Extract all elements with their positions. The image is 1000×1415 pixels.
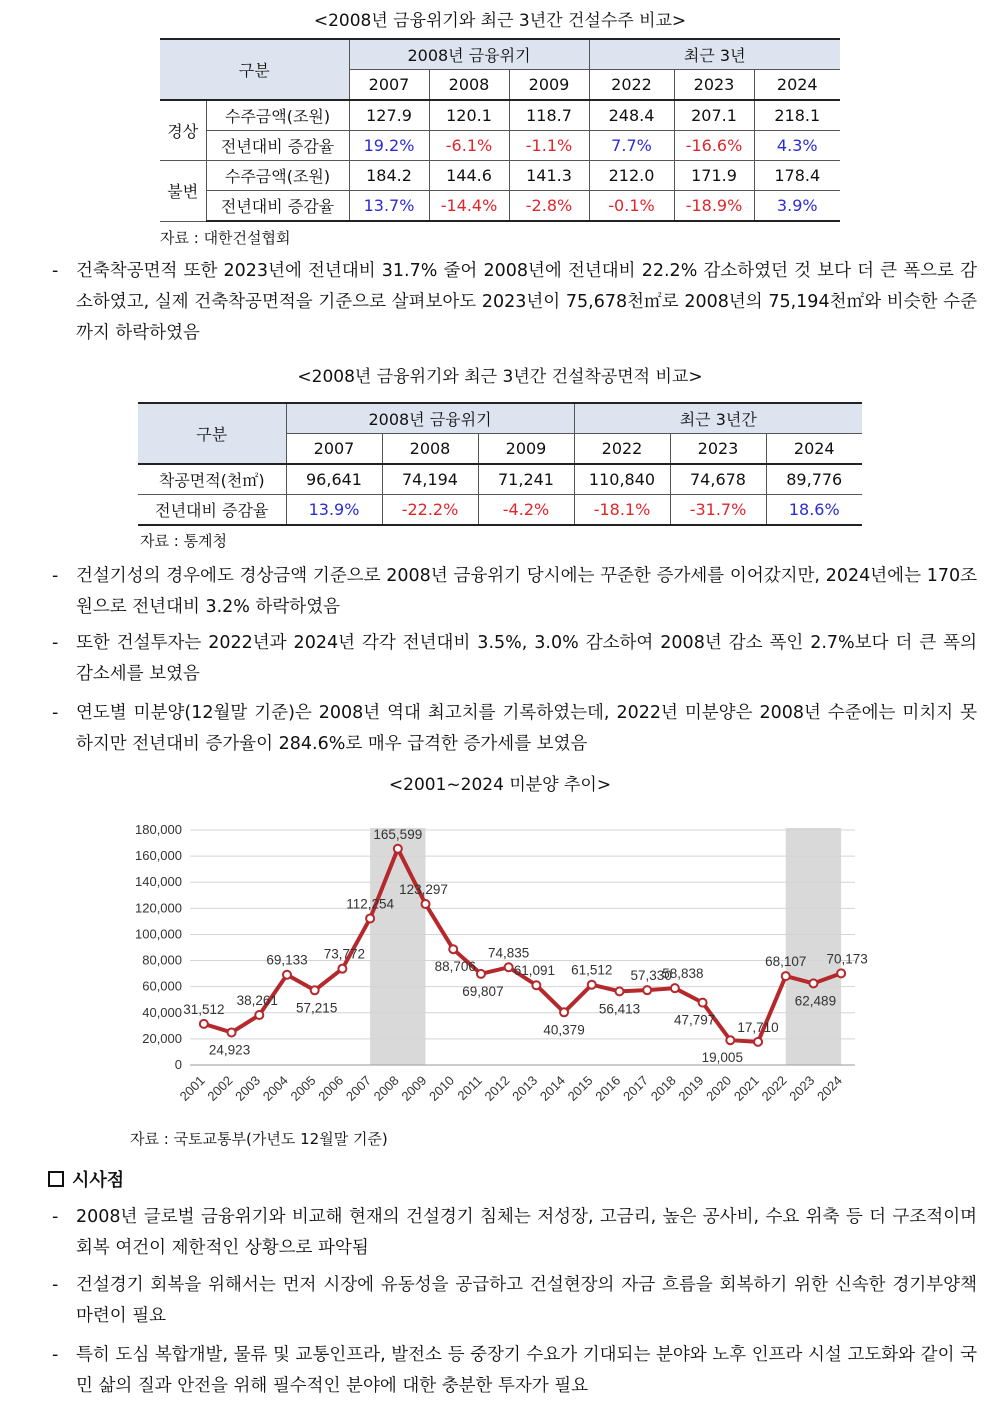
paragraph-text: 특히 도심 복합개발, 물류 및 교통인프라, 발전소 등 중장기 수요가 기대되는 분야와 노후 인프라 시설 고도화와 같이 국민 삶의 질과 안전을 위해 필수적인 분야에 대한 충분한 투자가 필요 — [76, 1345, 977, 1396]
table-cell: -4.2% — [478, 495, 574, 526]
y-tick-label: 180,000 — [135, 822, 182, 837]
data-label: 56,413 — [598, 1001, 641, 1017]
year-header: 2024 — [766, 434, 862, 465]
paragraph-construction-start-area — [52, 256, 977, 349]
x-tick-label: 2015 — [564, 1072, 596, 1104]
row-label: 착공면적(천㎡) — [138, 464, 286, 495]
data-label: 70,173 — [826, 951, 868, 967]
year-header: 2008 — [429, 70, 509, 101]
table-cell: 144.6 — [429, 161, 509, 191]
data-label: 88,706 — [434, 959, 476, 975]
paragraph-text: 건설경기 회복을 위해서는 먼저 시장에 유동성을 공급하고 건설현장의 자금 흐름을 회복하기 위한 신속한 경기부양책 마련이 필요 — [76, 1275, 977, 1326]
data-label: 68,107 — [765, 954, 807, 970]
data-point — [255, 1011, 263, 1019]
y-tick-label: 0 — [174, 1057, 182, 1072]
paragraph-text: 연도별 미분양(12월말 기준)은 2008년 역대 최고치를 기록하였는데, 2022년 미분양은 2008년 수준에는 미치지 못하지만 전년대비 증가율이 284.6%로 매우 급격한 증가세를 보였음 — [76, 703, 977, 754]
paragraph-implication-2 — [52, 1270, 977, 1332]
paragraph-construction-completed — [52, 561, 977, 623]
y-tick-label: 100,000 — [135, 926, 182, 942]
bullet-dash: - — [52, 1345, 59, 1365]
table-cell: 127.9 — [349, 100, 429, 131]
paragraph-unsold-housing — [52, 698, 977, 760]
x-tick-label: 2007 — [342, 1072, 374, 1104]
table-cell: 74,678 — [670, 464, 766, 495]
data-label: 69,807 — [462, 983, 504, 999]
data-point — [615, 987, 623, 995]
shaded-period — [786, 828, 841, 1065]
data-point — [228, 1028, 236, 1036]
table-cell: -14.4% — [429, 191, 509, 222]
data-label: 62,489 — [794, 993, 837, 1009]
table-cell: -18.9% — [674, 191, 754, 222]
table-cell: -2.8% — [509, 191, 589, 222]
y-tick-label: 140,000 — [135, 874, 182, 890]
y-tick-label: 60,000 — [142, 978, 182, 994]
data-point — [837, 969, 845, 977]
table-cell: 96,641 — [286, 464, 382, 495]
table-cell: 3.9% — [754, 191, 840, 222]
data-label: 38,261 — [236, 993, 278, 1009]
year-header: 2007 — [286, 434, 382, 465]
x-tick-label: 2013 — [509, 1072, 541, 1104]
table-cell: 120.1 — [429, 100, 509, 131]
data-point — [532, 981, 540, 989]
data-label: 112,254 — [346, 896, 395, 912]
year-header: 2009 — [509, 70, 589, 101]
row-group-nominal: 경상 — [160, 100, 206, 161]
data-label: 57,215 — [296, 1000, 338, 1016]
data-point — [699, 999, 707, 1007]
paragraph-construction-investment — [52, 628, 977, 690]
header-group-2008-crisis: 2008년 금융위기 — [286, 403, 574, 434]
data-label: 57,330 — [630, 968, 672, 984]
x-tick-label: 2023 — [786, 1072, 818, 1104]
table-cell: -22.2% — [382, 495, 478, 526]
x-tick-label: 2003 — [232, 1072, 264, 1104]
paragraph-text: 2008년 글로벌 금융위기와 비교해 현재의 건설경기 침체는 저성장, 고금리, 높은 공사비, 수요 위축 등 더 구조적이며 회복 여건이 제한적인 상황으로 파악됨 — [76, 1207, 977, 1258]
table-cell: 19.2% — [349, 131, 429, 161]
data-point — [505, 963, 513, 971]
bullet-dash: - — [52, 566, 59, 586]
table2-caption: <2008년 금융위기와 최근 3년간 건설착공면적 비교> — [297, 367, 703, 387]
data-label: 47,797 — [673, 1012, 716, 1028]
table-cell: 18.6% — [766, 495, 862, 526]
table-cell: 171.9 — [674, 161, 754, 191]
row-label: 전년대비 증감율 — [206, 191, 349, 222]
paragraph-text: 건축착공면적 또한 2023년에 전년대비 31.7% 줄어 2008년에 전년대비 22.2% 감소하였던 것 보다 더 큰 폭으로 감소하였고, 실제 건축착공면적을 기준으로 살펴보아도 2023년이 75,678천㎡로 2008년의 75,194천㎡와 비슷한 수준까지 하락하였음 — [76, 261, 977, 343]
x-tick-label: 2001 — [176, 1072, 208, 1104]
x-tick-label: 2014 — [536, 1072, 568, 1104]
data-label: 17,710 — [737, 1019, 779, 1035]
table-cell: 207.1 — [674, 100, 754, 131]
x-tick-label: 2022 — [758, 1072, 790, 1104]
table-cell: 4.3% — [754, 131, 840, 161]
header-group-recent-3-years: 최근 3년간 — [574, 403, 862, 434]
data-label: 40,379 — [543, 1022, 585, 1038]
data-label: 24,923 — [208, 1042, 251, 1058]
header-group-recent-3-years: 최근 3년 — [589, 39, 840, 70]
table-cell: 184.2 — [349, 161, 429, 191]
row-label: 전년대비 증감율 — [138, 495, 286, 526]
table2-source: 자료 : 통계청 — [140, 532, 228, 550]
table-cell: 118.7 — [509, 100, 589, 131]
table-cell: -0.1% — [589, 191, 674, 222]
header-group-2008-crisis: 2008년 금융위기 — [349, 39, 589, 70]
data-label: 31,512 — [183, 1001, 225, 1017]
table-cell: 212.0 — [589, 161, 674, 191]
data-point — [560, 1008, 568, 1016]
data-label: 61,512 — [571, 962, 613, 978]
construction-start-area-table — [138, 402, 862, 526]
section-title-text: 시사점 — [72, 1170, 125, 1191]
bullet-dash: - — [52, 633, 59, 653]
table1-source: 자료 : 대한건설협회 — [160, 229, 291, 247]
bullet-dash: - — [52, 1207, 59, 1227]
construction-orders-table — [160, 38, 840, 222]
year-header: 2023 — [670, 434, 766, 465]
x-tick-label: 2016 — [592, 1072, 624, 1104]
row-group-constant: 불변 — [160, 161, 206, 222]
x-tick-label: 2011 — [454, 1072, 485, 1104]
year-header: 2007 — [349, 70, 429, 101]
table-cell: 178.4 — [754, 161, 840, 191]
data-point — [809, 979, 817, 987]
chart-source: 자료 : 국토교통부(가년도 12월말 기준) — [130, 1130, 388, 1148]
unsold-housing-line-chart — [120, 800, 880, 1125]
table-cell: 74,194 — [382, 464, 478, 495]
table-cell: -1.1% — [509, 131, 589, 161]
data-point — [477, 970, 485, 978]
x-tick-label: 2006 — [315, 1072, 347, 1104]
year-header: 2008 — [382, 434, 478, 465]
year-header: 2022 — [589, 70, 674, 101]
data-label: 61,091 — [513, 963, 556, 979]
chart-caption: <2001~2024 미분양 추이> — [388, 775, 612, 795]
table-cell: 71,241 — [478, 464, 574, 495]
table-header-category: 구분 — [138, 403, 286, 464]
data-point — [422, 900, 430, 908]
table-cell: 13.9% — [286, 495, 382, 526]
bullet-dash: - — [52, 1275, 59, 1295]
table-cell: 218.1 — [754, 100, 840, 131]
bullet-dash: - — [52, 703, 59, 723]
x-tick-label: 2019 — [675, 1072, 707, 1104]
data-label: 19,005 — [701, 1050, 743, 1066]
data-point — [726, 1036, 734, 1044]
y-tick-label: 80,000 — [142, 952, 182, 968]
year-header: 2022 — [574, 434, 670, 465]
row-label: 수주금액(조원) — [206, 161, 349, 191]
data-point — [200, 1020, 208, 1028]
x-tick-label: 2017 — [620, 1072, 652, 1104]
data-point — [643, 986, 651, 994]
x-tick-label: 2010 — [426, 1072, 458, 1104]
x-tick-label: 2008 — [370, 1072, 402, 1104]
y-tick-label: 40,000 — [142, 1004, 182, 1020]
paragraph-text: 건설기성의 경우에도 경상금액 기준으로 2008년 금융위기 당시에는 꾸준한 증가세를 이어갔지만, 2024년에는 170조원으로 전년대비 3.2% 하락하였음 — [76, 566, 977, 617]
x-tick-label: 2002 — [204, 1072, 236, 1104]
data-point — [338, 965, 346, 973]
table-cell: 110,840 — [574, 464, 670, 495]
x-tick-label: 2004 — [259, 1072, 291, 1104]
x-tick-label: 2005 — [287, 1072, 319, 1104]
year-header: 2024 — [754, 70, 840, 101]
x-tick-label: 2009 — [398, 1072, 430, 1104]
table-header-category: 구분 — [160, 39, 349, 100]
table-cell: 141.3 — [509, 161, 589, 191]
year-header: 2009 — [478, 434, 574, 465]
x-tick-label: 2018 — [647, 1072, 679, 1104]
checkbox-square-icon — [48, 1171, 64, 1187]
table-cell: -31.7% — [670, 495, 766, 526]
data-point — [782, 972, 790, 980]
row-label: 수주금액(조원) — [206, 100, 349, 131]
section-title-implications — [48, 1166, 124, 1192]
data-point — [394, 845, 402, 853]
row-label: 전년대비 증감율 — [206, 131, 349, 161]
y-tick-label: 160,000 — [135, 848, 182, 864]
table-cell: -18.1% — [574, 495, 670, 526]
data-point — [671, 984, 679, 992]
paragraph-implication-1 — [52, 1202, 977, 1264]
y-tick-label: 20,000 — [142, 1030, 182, 1046]
year-header: 2023 — [674, 70, 754, 101]
paragraph-implication-3 — [52, 1340, 977, 1402]
table-cell: 248.4 — [589, 100, 674, 131]
data-label: 123,297 — [399, 882, 448, 898]
data-point — [588, 981, 596, 989]
data-point — [366, 914, 374, 922]
x-tick-label: 2024 — [813, 1072, 846, 1104]
table-cell: -6.1% — [429, 131, 509, 161]
x-tick-label: 2012 — [481, 1072, 513, 1104]
table-cell: -16.6% — [674, 131, 754, 161]
data-label: 165,599 — [373, 826, 423, 842]
data-label: 58,838 — [662, 966, 704, 982]
data-point — [754, 1038, 762, 1046]
table-cell: 13.7% — [349, 191, 429, 222]
bullet-dash: - — [52, 261, 59, 281]
table-cell: 7.7% — [589, 131, 674, 161]
table1-caption: <2008년 금융위기와 최근 3년간 건설수주 비교> — [313, 11, 687, 31]
shaded-period — [370, 828, 425, 1065]
data-point — [283, 971, 291, 979]
data-label: 69,133 — [266, 952, 308, 968]
x-tick-label: 2021 — [730, 1072, 762, 1104]
data-point — [449, 945, 457, 953]
data-label: 74,835 — [487, 945, 530, 961]
data-label: 73,772 — [323, 946, 366, 962]
table-cell: 89,776 — [766, 464, 862, 495]
y-tick-label: 120,000 — [135, 900, 182, 916]
data-point — [311, 986, 319, 994]
x-tick-label: 2020 — [703, 1072, 735, 1104]
paragraph-text: 또한 건설투자는 2022년과 2024년 각각 전년대비 3.5%, 3.0% 감소하여 2008년 감소 폭인 2.7%보다 더 큰 폭의 감소세를 보였음 — [76, 633, 977, 684]
